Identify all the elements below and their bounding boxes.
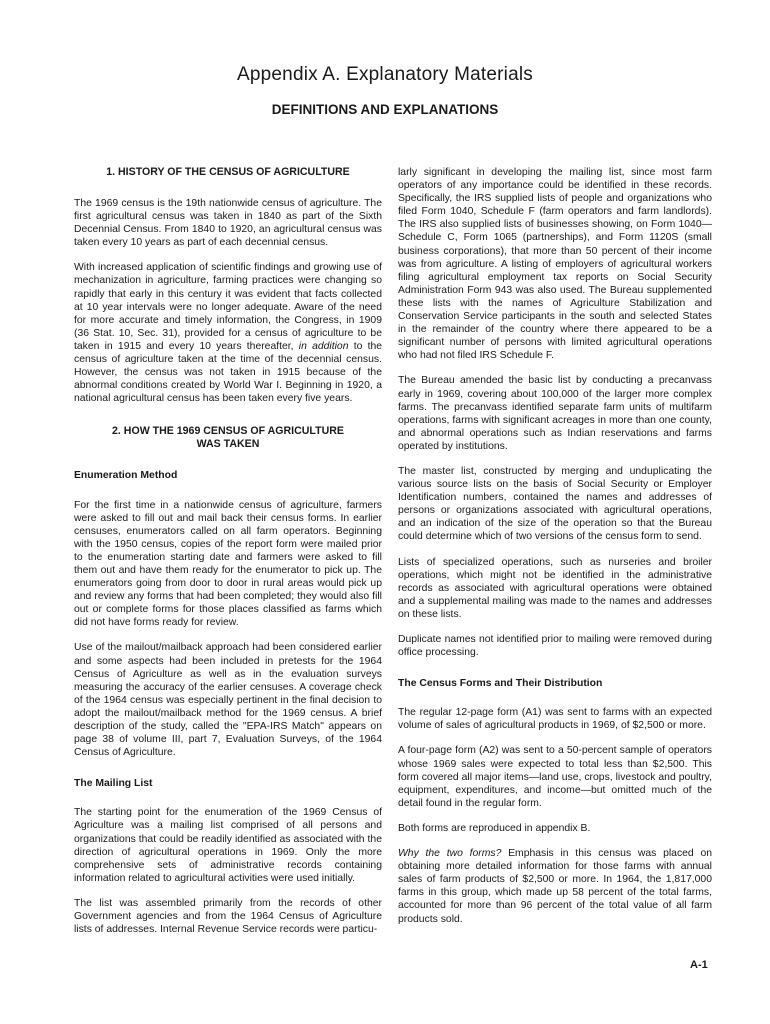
paragraph: larly significant in developing the mailing list, since most farm operators of any importance could be identified in these records. Specifically, the IRS supplied lists of people and organizations who filed Form 1040, Schedule F (farm operators and farm landlords). The IRS also supplied lists of businesses showing, on Form 1040—Schedule C, Form 1065 (partnerships), and Form 1120S (small business corporations), that more than 50 percent of their income was from agriculture. A listing of employers of agricultural workers filing agricultural employment tax reports on Social Security Administration Form 943 was also used. The Bureau supplemented these lists with the names of Agriculture Stabilization and Conservation Service participants in the south and selected States in the remainder of the country where there appeared to be a significant number of persons with limited agricultural operations who had not filed IRS Schedule F. xyxy=(398,167,712,362)
paragraph: The Bureau amended the basic list by conducting a precanvass early in 1969, covering about 100,000 of the larger more complex farms. The precanvass identified separate farm units of multifarm operations, farms with significant acreages in more than one county, and abnormal operations such as Indian reservations and farms operated by institutions. xyxy=(398,375,712,452)
page-title: Appendix A. Explanatory Materials xyxy=(237,64,533,85)
right-column xyxy=(398,166,712,938)
paragraph: Use of the mailout/mailback approach had been considered earlier and some aspects had been included in pretests for the 1964 Census of Agriculture as well as in the evaluation surveys measuring the accuracy of the earlier censuses. A coverage check of the 1964 census was especially pertinent in the final decision to adopt the mailout/mailback method for the 1969 census. A brief description of the study, called the "EPA-IRS Match" appears on page 38 of volume III, part 7, Evaluation Surveys, of the 1964 Census of Agriculture. xyxy=(74,642,382,759)
subheading-census-forms: The Census Forms and Their Distribution xyxy=(398,678,603,690)
paragraph: The 1969 census is the 19th nationwide census of agriculture. The first agricultural census was taken in 1840 as part of the Sixth Decennial Census. From 1840 to 1920, an agricultural census was taken every 10 years as part of each decennial census. xyxy=(74,198,382,249)
paragraph: Both forms are reproduced in appendix B. xyxy=(398,822,591,834)
subheading-mailing-list: The Mailing List xyxy=(74,778,153,790)
paragraph: A four-page form (A2) was sent to a 50-percent sample of operators whose 1969 sales were expected to total less than $2,500. This form covered all major items—land use, crops, livestock and poultry, equipment, expenditures, and income—but omitted much of the detail found in the regular form. xyxy=(398,745,712,809)
paragraph: The list was assembled primarily from the records of other Government agencies and from the 1964 Census of Agriculture lists of addresses. Internal Revenue Service records were particu- xyxy=(74,897,382,936)
heading-how-taken: 2. HOW THE 1969 CENSUS OF AGRICULTURE WAS TAKEN xyxy=(112,425,344,451)
subheading-enumeration-method: Enumeration Method xyxy=(74,470,178,482)
paragraph: The master list, constructed by merging and unduplicating the various source lists on the basis of Social Security or Employer Identification numbers, contained the names and addresses of persons or organizations associated with agricultural operations, and an indication of the size of the operation so that the Bureau could determine which of two versions of the census form to send. xyxy=(398,465,712,543)
section-title: DEFINITIONS AND EXPLANATIONS xyxy=(271,102,499,117)
paragraph: Why the two forms? Emphasis in this census was placed on obtaining more detailed information for those farms with annual sales of farm products of $2,500 or more. In 1964, the 1,817,000 farms in this group, which made up 58 percent of the total farms, accounted for more than 96 percent of the total value of all farm products sold. xyxy=(398,848,713,925)
paragraph: The regular 12-page form (A1) was sent to farms with an expected volume of sales of agricultural products in 1969, of $2,500 or more. xyxy=(398,707,712,732)
left-column xyxy=(74,166,382,948)
heading-history: 1. HISTORY OF THE CENSUS OF AGRICULTURE xyxy=(106,166,350,178)
page-number: A-1 xyxy=(690,959,708,971)
paragraph: With increased application of scientific findings and growing use of mechanization in agriculture, farming practices were changing so rapidly that early in this century it was evident that facts collected at 10 year intervals were no longer adequate. Aware of the need for more accurate and timely information, the Congress, in 1909 (36 Stat. 10, Sec. 31), provided for a census of agriculture to be taken in 1915 and every 10 years thereafter, in addition to the census of agriculture taken at the time of the decennial census. However, the census was not taken in 1915 because of the abnormal conditions created by World War I. Beginning in 1920, a national agricultural census has been taken every five years. xyxy=(74,262,383,405)
paragraph: The starting point for the enumeration of the 1969 Census of Agriculture was a mailing list comprised of all persons and organizations that could be readily identified as associated with the direction of agricultural operations in 1969. Only the more comprehensive sets of administrative records containing information related to agricultural activities were used initially. xyxy=(74,807,382,884)
paragraph: Lists of specialized operations, such as nurseries and broiler operations, which might not be identified in the administrative records as associated with agricultural operations were obtained and a supplemental mailing was made to the names and addresses on these lists. xyxy=(398,556,712,620)
paragraph: For the first time in a nationwide census of agriculture, farmers were asked to fill out and mail back their census forms. In earlier censuses, enumerators called on all farm operators. Beginning with the 1950 census, copies of the report form were mailed prior to the enumeration starting date and farmers were asked to fill them out and have them ready for the enumerator to pick up. The enumerators going from door to door in rural areas would pick up and review any forms that had been completed; they would also fill out or complete forms for those places classified as farms which did not have forms ready for review. xyxy=(74,499,382,629)
italic-phrase: in addition xyxy=(298,340,349,352)
italic-phrase: Why the two forms? xyxy=(398,848,502,860)
paragraph: Duplicate names not identified prior to mailing were removed during office processing. xyxy=(398,634,712,659)
